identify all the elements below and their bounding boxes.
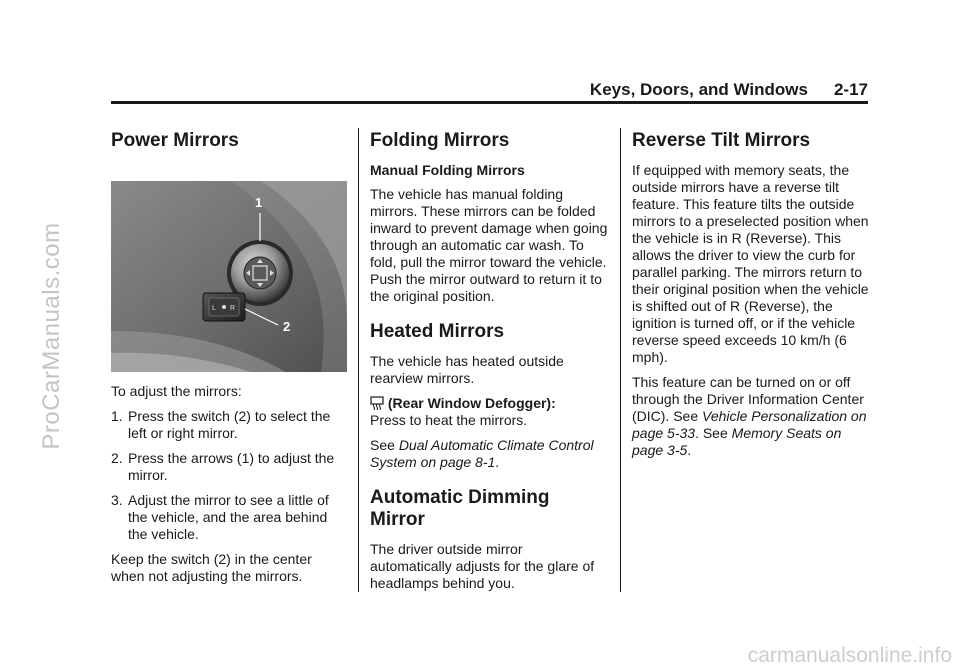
reverse-tilt-text: If equipped with memory seats, the outside mirrors have a reverse tilt feature. This feature tilts the outside mirrors to a preselected position when the vehicle is in R (Reverse). This allows the driver to view the curb for parallel parking. The mirrors return to their original position when the vehicle is shifted out of R (Reverse), the ignition is turned off, or if the vehicle reverse speed exceeds 10 km/h (6 mph). <box>632 162 869 365</box>
reverse-tilt-dic-text: This feature can be turned on or off through the Driver Information Center (DIC). See Vehicle Personalization on page 5-33. See Memory Seats on page 3-5. <box>632 374 867 458</box>
climate-control-link[interactable]: Dual Automatic Climate Control System on page 8-1 <box>370 437 594 470</box>
folding-mirrors-heading: Folding Mirrors <box>370 130 510 151</box>
memory-seats-link[interactable]: Memory Seats on page 3-5 <box>632 425 842 458</box>
rear-defogger-icon <box>370 396 384 410</box>
page-number: 2-17 <box>833 80 868 99</box>
list-item: 1. Press the switch (2) to select the left or right mirror. <box>111 408 331 441</box>
heated-mirrors-heading: Heated Mirrors <box>370 321 505 342</box>
power-mirrors-footer: Keep the switch (2) in the center when not adjusting the mirrors. <box>111 551 312 584</box>
list-item: 3. Adjust the mirror to see a little of the vehicle, and the area behind the vehicle. <box>111 492 329 542</box>
column-folding-mirrors <box>370 130 608 600</box>
figure-callout-2: 2 <box>283 319 291 334</box>
switch-left-letter: L <box>212 305 216 312</box>
section-title: Keys, Doors, and Windows <box>589 80 808 99</box>
defogger-text: Press to heat the mirrors. <box>370 412 528 428</box>
switch-right-letter: R <box>230 305 236 312</box>
power-mirrors-heading: Power Mirrors <box>111 130 239 151</box>
page-header <box>111 80 868 100</box>
column-divider-1 <box>358 128 359 592</box>
column-reverse-tilt <box>632 130 870 467</box>
heated-mirrors-text: The vehicle has heated outside rearview mirrors. <box>370 353 564 386</box>
list-item: 2. Press the arrows (1) to adjust the mirror. <box>111 450 335 483</box>
header-rule <box>111 101 868 104</box>
vehicle-personalization-link[interactable]: Vehicle Personalization on page 5-33 <box>632 408 867 441</box>
dimming-mirror-heading: Automatic Dimming Mirror <box>370 487 550 530</box>
figure-callout-1: 1 <box>255 195 263 210</box>
mirror-control-illustration <box>111 181 347 372</box>
column-power-mirrors <box>111 130 347 593</box>
watermark-bottom: carmanualsonline.info <box>747 644 952 667</box>
power-mirrors-steps <box>111 408 347 543</box>
power-mirrors-intro: To adjust the mirrors: <box>111 383 242 399</box>
dimming-mirror-text: The driver outside mirror automatically adjusts for the glare of headlamps behind you. <box>370 541 595 591</box>
climate-reference: See Dual Automatic Climate Control System on page 8-1. <box>370 437 594 470</box>
manual-folding-heading: Manual Folding Mirrors <box>370 162 525 178</box>
mirror-control-figure <box>111 181 347 372</box>
defogger-paragraph <box>370 395 608 429</box>
reverse-tilt-heading: Reverse Tilt Mirrors <box>632 130 811 151</box>
defogger-label: (Rear Window Defogger): <box>387 395 556 411</box>
manual-folding-text: The vehicle has manual folding mirrors. These mirrors can be folded inward to prevent damage when going through an automatic car wash. To fold, pull the mirror toward the vehicle. Push the mirror outward to return it to the original position. <box>370 186 608 304</box>
column-divider-2 <box>620 128 621 592</box>
watermark-left: ProCarManuals.com <box>38 222 65 450</box>
